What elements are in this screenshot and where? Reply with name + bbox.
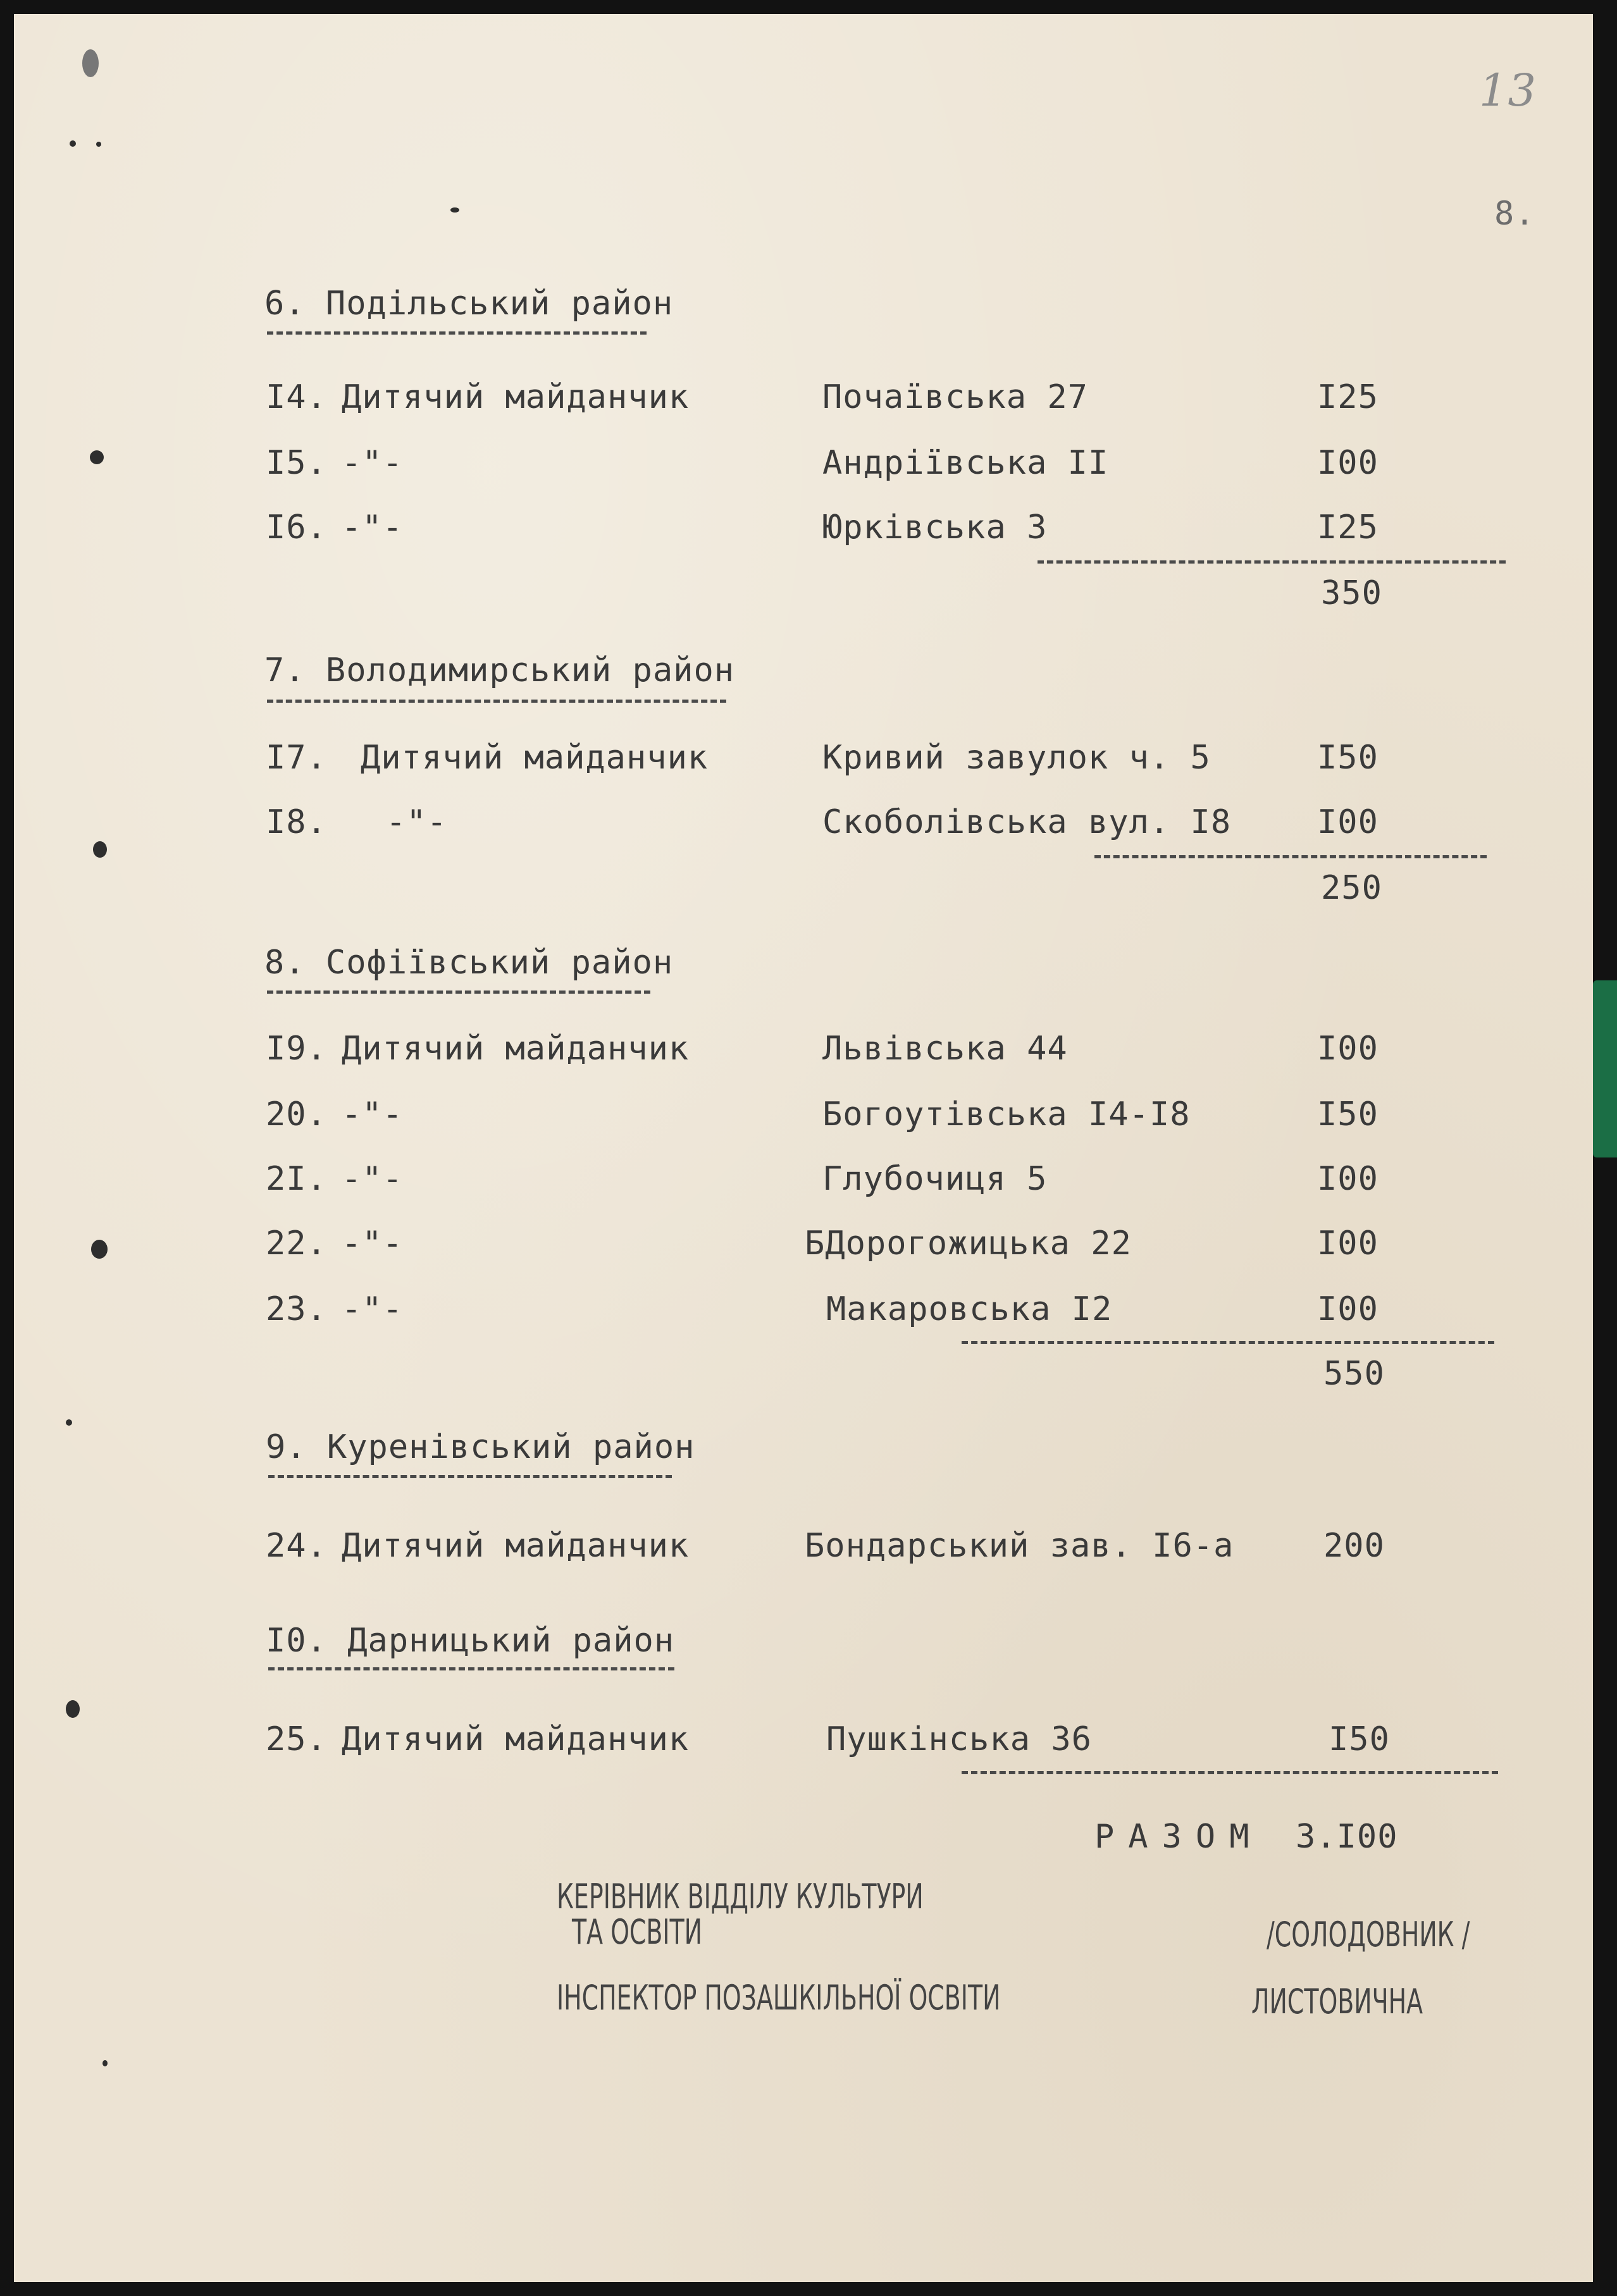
row-address: БДорогожицька 22	[805, 1225, 1132, 1262]
ink-speck	[96, 142, 101, 147]
subtotal: 250	[1321, 869, 1382, 907]
binder-tab	[1593, 980, 1617, 1157]
total-value: 3.І00	[1296, 1818, 1398, 1856]
row-kind: Дитячий майданчик	[361, 739, 709, 777]
district-heading: 8. Софіївський район	[264, 944, 674, 982]
row-kind: -"-	[342, 444, 403, 482]
row-kind: Дитячий майданчик	[342, 378, 690, 416]
row-address: Кривий завулок ч. 5	[822, 739, 1211, 777]
row-kind: Дитячий майданчик	[342, 1720, 690, 1758]
heading-underline	[267, 331, 647, 335]
row-number: І9.	[266, 1030, 327, 1068]
row-address: Богоутівська І4-І8	[822, 1096, 1191, 1133]
row-number: І4.	[266, 378, 327, 416]
document-page	[14, 14, 1593, 2282]
row-address: Пушкінська 36	[826, 1720, 1092, 1758]
subtotal: 350	[1321, 574, 1382, 612]
row-amount: І25	[1317, 378, 1378, 416]
row-amount: І25	[1317, 509, 1378, 546]
ink-speck	[70, 140, 76, 147]
row-kind: -"-	[342, 1096, 403, 1133]
row-kind: -"-	[342, 1225, 403, 1262]
head-title-2: ТА ОСВІТИ	[572, 1912, 703, 1952]
district-heading: І0. Дарницький район	[266, 1622, 675, 1660]
ink-speck	[91, 1240, 108, 1259]
head-title: КЕРІВНИК ВІДДІЛУ КУЛЬТУРИ	[557, 1877, 924, 1916]
row-address: Почаївська 27	[822, 378, 1088, 416]
row-address: Львівська 44	[822, 1030, 1068, 1068]
row-number: І6.	[266, 509, 327, 546]
row-number: 22.	[266, 1225, 327, 1262]
row-amount: І00	[1317, 1290, 1378, 1328]
inspector-name: ЛИСТОВИЧНА	[1251, 1982, 1423, 2021]
ink-speck	[66, 1419, 72, 1426]
ink-speck	[66, 1700, 80, 1718]
page-number: 8.	[1494, 195, 1535, 233]
heading-underline	[267, 700, 726, 703]
ink-speck	[90, 450, 104, 464]
row-address: Бондарський зав. І6-а	[805, 1527, 1234, 1565]
row-number: 23.	[266, 1290, 327, 1328]
row-amount: І00	[1317, 803, 1378, 841]
row-kind: -"-	[342, 1290, 403, 1328]
row-kind: -"-	[342, 1160, 403, 1198]
head-name: /СОЛОДОВНИК /	[1267, 1915, 1470, 1954]
inspector-title: ІНСПЕКТОР ПОЗАШКІЛЬНОЇ ОСВІТИ	[557, 1978, 1001, 2018]
row-address: Макаровська І2	[826, 1290, 1113, 1328]
row-amount: І50	[1329, 1720, 1390, 1758]
ink-speck	[102, 2060, 108, 2066]
row-kind: Дитячий майданчик	[342, 1527, 690, 1565]
row-number: 2І.	[266, 1160, 327, 1198]
heading-underline	[267, 991, 650, 994]
row-number: 25.	[266, 1720, 327, 1758]
row-number: І7.	[266, 739, 327, 777]
row-amount: І50	[1317, 739, 1378, 777]
row-number: І5.	[266, 444, 327, 482]
row-amount: І50	[1317, 1096, 1378, 1133]
district-heading: 9. Куренівський район	[266, 1428, 695, 1466]
row-amount: І00	[1317, 1160, 1378, 1198]
punch-mark	[82, 49, 99, 77]
row-kind: -"-	[386, 803, 447, 841]
row-number: 20.	[266, 1096, 327, 1133]
total-rule	[962, 1771, 1498, 1774]
ink-speck	[450, 207, 459, 213]
district-heading: 6. Подільський район	[264, 285, 674, 323]
row-number: 24.	[266, 1527, 327, 1565]
row-amount: І00	[1317, 1225, 1378, 1262]
row-address: Глубочиця 5	[822, 1160, 1048, 1198]
heading-underline	[268, 1667, 674, 1670]
row-amount: 200	[1323, 1527, 1385, 1565]
row-address: Юрківська 3	[822, 509, 1048, 546]
row-kind: Дитячий майданчик	[342, 1030, 690, 1068]
row-number: І8.	[266, 803, 327, 841]
row-address: Скоболівська вул. І8	[822, 803, 1232, 841]
subtotal-rule	[1038, 560, 1506, 564]
row-amount: І00	[1317, 444, 1378, 482]
heading-underline	[268, 1475, 672, 1478]
ink-speck	[93, 841, 107, 858]
archive-number: 13	[1479, 65, 1537, 116]
district-heading: 7. Володимирський район	[264, 651, 735, 689]
subtotal-rule	[962, 1341, 1494, 1344]
row-kind: -"-	[342, 509, 403, 546]
row-address: Андріївська ІІ	[822, 444, 1109, 482]
subtotal-rule	[1094, 855, 1487, 858]
total-label: РАЗОМ	[1094, 1818, 1263, 1856]
subtotal: 550	[1323, 1355, 1385, 1393]
row-amount: І00	[1317, 1030, 1378, 1068]
